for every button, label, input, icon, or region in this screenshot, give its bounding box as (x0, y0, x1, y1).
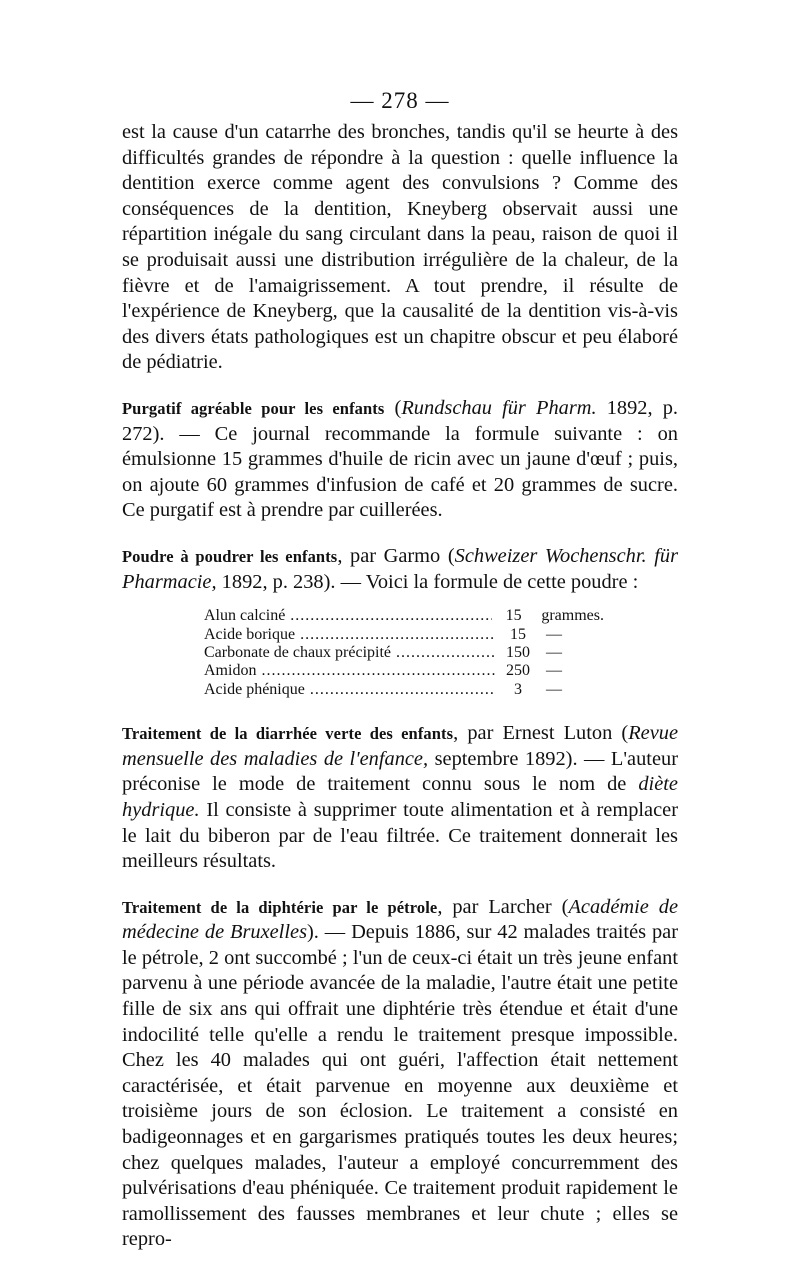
article-poudre (122, 544, 678, 595)
source-title: Schweizer Wochenschr. für Pharmacie, (122, 544, 679, 593)
ingredient-qty: 150 (506, 643, 530, 661)
article-purgatif (122, 396, 678, 524)
formula-row (204, 626, 604, 644)
formula-row (204, 607, 604, 625)
article-text: 1892, p. 272). — Ce journal recommande la formule suivante : on émulsionne 15 grammes d'huile de ricin avec un jaune d'œuf ; puis, on ajoute 60 grammes d'infusion de café et 20 grammes de sucre. Ce purgatif est à prendre par cuillerées. (122, 396, 679, 522)
source-title: Académie de médecine de Bruxelles (122, 895, 678, 944)
article-text: ( (384, 396, 402, 419)
page-number: — 278 — (350, 88, 450, 113)
article-text: , par Ernest Luton ( (453, 722, 629, 745)
ingredient-unit: — (546, 625, 562, 643)
ingredient-name: Acide phénique ..... (204, 681, 496, 699)
article-heading: Purgatif agréable pour les enfants (122, 398, 385, 418)
ingredient-name: Alun calciné ..... (204, 607, 492, 625)
ingredient-unit: — (546, 662, 562, 680)
article-text: , par Garmo ( (337, 544, 455, 567)
ingredient-qty: 250 (506, 662, 530, 680)
paragraph-continuation: est la cause d'un catarrhe des bronches, tandis qu'il se heurte à des difficultés grandes de répondre à la question : quelle influence la dentition exerce comme agent des convulsions ? Comme des conséquences de la dentition, Kneyberg observait aussi une répartition inégale du sang circulant dans la peau, raison de quoi il se produisait aussi une distribution irrégulière de la chaleur, de la fièvre et de l'amaigrissement. A tout prendre, il résulte de l'expérience de Kneyberg, que la causalité de la dentition vis-à-vis des divers états pathologiques est un chapitre obscur et peu élaboré de pédiatrie. (122, 121, 678, 374)
source-title: Rundschau für Pharm. (401, 396, 597, 419)
ingredient-name: Carbonate de chaux précipité ..... (204, 644, 496, 662)
article-heading: Traitement de la diarrhée verte des enfants (122, 724, 454, 744)
formula-row (204, 644, 604, 662)
formula-table (204, 607, 604, 699)
article-diarrhee (122, 721, 678, 875)
article-text: 1892, p. 238). — Voici la formule de cette poudre : (216, 570, 639, 593)
formula-row (204, 662, 604, 680)
source-title: Revue mensuelle des maladies de l'enfance, (122, 722, 678, 770)
ingredient-unit: grammes. (541, 607, 604, 625)
article-text: septembre 1892). — L'auteur préconise le mode de traitement connu sous le nom de (122, 747, 678, 796)
article-text: ). — Depuis 1886, sur 42 malades traités par le pétrole, 2 ont succombé ; l'un de ceux-ci était un très jeune enfant parvenu à une période avancée de la maladie, l'autre était une petite fille de six ans qui offrait une diphtérie très étendue et était d'une indocilité telle qu'elle a rendu le traitement presque impossible. Chez les 40 malades qui ont guéri, l'affection était nettement caractérisée, et était parvenue en moyenne aux deuxième et troisième jours de son éclosion. Le traitement a consisté en badigeonnages et en gargarismes pratiqués toutes les deux heures; chez quelques malades, l'auteur a employé concurremment des pulvérisations d'eau phéniquée. Ce traitement produit rapidement le ramollissement des fausses membranes et leur chute ; elles se repro- (122, 921, 678, 1251)
ingredient-unit: — (546, 643, 562, 661)
ingredient-unit: — (546, 680, 562, 698)
body-text (122, 120, 678, 1253)
ingredient-qty: 3 (514, 680, 522, 698)
article-text: , par Larcher ( (437, 895, 569, 918)
emphasis: diète hydrique. (122, 773, 678, 821)
ingredient-name: Amidon ..... (204, 662, 496, 680)
ingredient-qty: 15 (505, 607, 522, 625)
formula-row (204, 681, 604, 699)
article-heading: Traitement de la diphtérie par le pétrole (122, 897, 438, 917)
article-text: Il consiste à supprimer toute alimentation et à remplacer le lait du biberon par de l'eau filtrée. Ce traitement donnerait les meilleurs résultats. (122, 798, 678, 873)
ingredient-name: Acide borique ..... (204, 626, 496, 644)
article-heading: Poudre à poudrer les enfants (122, 546, 338, 566)
ingredient-qty: 15 (510, 625, 526, 643)
article-diphterie (122, 895, 678, 1253)
